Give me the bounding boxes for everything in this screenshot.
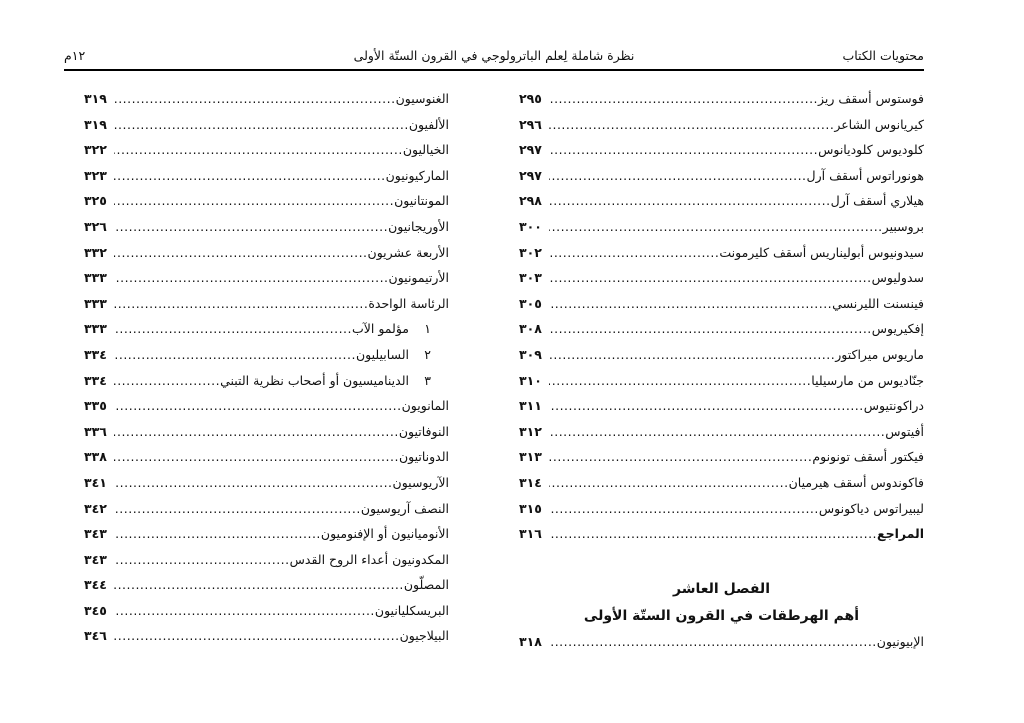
toc-leader-dots [549, 393, 864, 419]
chapter-subtitle: أهم الهرطقات في القرون الستّة الأولى [583, 607, 860, 624]
toc-entry-page: ٣١٨ [519, 633, 542, 649]
toc-entry [84, 521, 449, 547]
toc-leader-dots [549, 629, 877, 655]
toc-entry-page: ٣٣٣ [84, 270, 107, 286]
toc-leader-dots [114, 368, 220, 394]
toc-entry-page: ٣٤٦ [84, 628, 107, 644]
toc-entry-title: النوفاتيون [398, 423, 449, 439]
toc-leader-dots [549, 368, 811, 394]
toc-subentry [84, 342, 449, 368]
toc-entry-title: هونوراتوس أسقف آرل [806, 167, 924, 183]
toc-leader-dots [549, 240, 719, 266]
toc-entry-title: بروسبير [882, 218, 924, 234]
toc-entry [84, 240, 449, 266]
toc-entry [519, 86, 924, 112]
toc-entry-title: فوستوس أسقف ريز [818, 91, 924, 106]
toc-leader-dots [549, 214, 883, 240]
toc-entry [519, 496, 924, 522]
toc-entry [84, 86, 449, 112]
toc-leader-dots [549, 444, 812, 470]
toc-entry [519, 137, 924, 163]
toc-leader-dots [114, 163, 386, 189]
toc-entry [519, 291, 924, 317]
toc-entry-title: دراكونتيوس [863, 398, 924, 414]
toc-leader-dots [549, 188, 831, 214]
toc-entry-title: ليبيراتوس دياكونوس [818, 500, 924, 516]
toc-subentry [84, 368, 449, 394]
toc-entry-title: البيلاجيون [399, 628, 449, 644]
toc-leader-dots [114, 598, 375, 624]
toc-entry-title: الإبيونيون [876, 633, 924, 649]
toc-entry-page: ٣٤٣ [84, 551, 107, 567]
toc-entry-page: ٢٩٧ [519, 142, 542, 158]
toc-leader-dots [549, 291, 832, 317]
toc-entry [84, 291, 449, 317]
toc-leader-dots [114, 547, 290, 573]
toc-entry-index: ٢ [424, 346, 431, 362]
toc-entry-text: الديناميسيون أو أصحاب نظرية التبني [220, 372, 409, 388]
toc-entry-title: إفكيريوس [871, 321, 924, 337]
toc-entry-title: فيكتور أسقف تونونوم [812, 449, 924, 465]
toc-leader-dots [114, 393, 402, 419]
toc-entry-title: فاكوندوس أسقف هيرميان [788, 474, 924, 490]
toc-entry [84, 188, 449, 214]
toc-entry [84, 419, 449, 445]
toc-entry [519, 444, 924, 470]
toc-leader-dots [114, 342, 356, 368]
toc-entry-page: ٣١٩ [84, 91, 107, 106]
header-section-name: محتويات الكتاب [842, 48, 924, 63]
toc-entry-title: الماركيونيون [385, 167, 449, 183]
toc-references-entry [519, 521, 924, 547]
toc-leader-dots [114, 572, 404, 598]
toc-entry-title: جنّاديوس من مارسيليا [811, 372, 924, 388]
toc-entry [84, 598, 449, 624]
header-rule [64, 69, 924, 71]
toc-leader-dots [114, 137, 403, 163]
toc-entry-page: ٢٩٥ [519, 91, 542, 106]
toc-entry-page: ٢٩٨ [519, 193, 542, 209]
toc-entry-title: الدوناتيون [398, 449, 449, 465]
toc-entry-page: ٣٤١ [84, 474, 107, 490]
toc-entry-page: ٣٢٣ [84, 167, 107, 183]
toc-entry [519, 112, 924, 138]
toc-leader-dots [549, 521, 877, 547]
toc-entry-title: الأوريجانيون [388, 218, 449, 234]
toc-leader-dots [114, 188, 394, 214]
toc-left-entries [84, 86, 449, 649]
toc-entry [519, 163, 924, 189]
toc-entry-page: ٢٩٧ [519, 167, 542, 183]
toc-entry-title: المانويون [401, 398, 449, 414]
toc-leader-dots [114, 521, 321, 547]
toc-leader-dots [549, 86, 818, 112]
toc-entry [519, 342, 924, 368]
toc-entry-title: كلوديوس كلوديانوس [818, 142, 924, 158]
toc-entry-page: ٣٣٣ [84, 295, 107, 311]
toc-entry-page: ٣١١ [519, 398, 542, 414]
toc-entry-text: السابيليون [355, 346, 409, 362]
toc-entry [519, 470, 924, 496]
toc-entry-page: ٣٣٤ [84, 372, 107, 388]
toc-entry-title: فينسنت الليرنسي [832, 295, 924, 311]
toc-entry-page: ٣٤٤ [84, 577, 107, 593]
toc-entry-page: ٣٣٢ [84, 244, 107, 260]
toc-entry [84, 112, 449, 138]
toc-entry-title: الغنوسيون [395, 91, 449, 106]
toc-entry-page: ٣٣٦ [84, 423, 107, 439]
header-page-number: ١٢م [64, 48, 86, 63]
toc-entry [519, 316, 924, 342]
toc-leader-dots [114, 470, 393, 496]
toc-entry [84, 444, 449, 470]
toc-entry [519, 419, 924, 445]
toc-entry-page: ٣٤٢ [84, 500, 107, 516]
toc-leader-dots [549, 496, 819, 522]
toc-entry [84, 265, 449, 291]
toc-entry-title: أفيتوس [885, 423, 924, 439]
toc-entry-title: الأنوميانيون أو الإفنوميون [320, 526, 449, 542]
toc-leader-dots [114, 419, 399, 445]
toc-entry-page: ٣٠٥ [519, 295, 542, 311]
toc-leader-dots [549, 316, 872, 342]
toc-entry-title [220, 368, 449, 394]
toc-entry-title: هيلاري أسقف آرل [830, 193, 924, 209]
toc-entry-page: ٢٩٦ [519, 116, 542, 132]
toc-leader-dots [549, 265, 872, 291]
toc-entry-page: ٣٢٦ [84, 218, 107, 234]
toc-entry-page: ٣٢٥ [84, 193, 107, 209]
toc-right-column [519, 86, 924, 654]
toc-leader-dots [114, 623, 400, 649]
toc-entry-page: ٣٠٨ [519, 321, 542, 337]
toc-entry-page: ٣٠٠ [519, 218, 542, 234]
toc-entry-page: ٣١٦ [519, 526, 542, 542]
toc-entry [519, 214, 924, 240]
toc-entry-page: ٣١٩ [84, 116, 107, 132]
toc-entry-page: ٣٠٩ [519, 346, 542, 362]
toc-entry-index: ٣ [424, 372, 431, 388]
toc-entry-title: الأربعة عشريون [367, 244, 449, 260]
toc-entry-title: المونتانيون [394, 193, 449, 209]
toc-entry [519, 188, 924, 214]
toc-entry [84, 496, 449, 522]
toc-entry-title: الرئاسة الواحدة [368, 295, 449, 311]
toc-leader-dots [114, 316, 352, 342]
toc-entry-page: ٣٤٣ [84, 526, 107, 542]
toc-entry [519, 629, 924, 655]
toc-entry [519, 368, 924, 394]
toc-entry-title: الألفيون [408, 116, 449, 132]
toc-entry-title [352, 316, 449, 342]
toc-entry-page: ٣٣٥ [84, 398, 107, 414]
toc-entry [519, 240, 924, 266]
toc-entry-title: المراجع [877, 526, 924, 542]
toc-entry [84, 547, 449, 573]
toc-entry-title: النصف آريوسيون [360, 500, 449, 516]
toc-leader-dots [114, 496, 361, 522]
page-header [64, 44, 924, 68]
toc-entry-page: ٣١٠ [519, 372, 542, 388]
toc-right-entries [519, 86, 924, 521]
toc-entry-title: الخياليون [402, 142, 449, 158]
toc-leader-dots [114, 291, 368, 317]
toc-entry [84, 572, 449, 598]
toc-entry-page: ٣١٥ [519, 500, 542, 516]
toc-entry-page: ٣١٣ [519, 449, 542, 465]
toc-entry-title: البريسكليانيون [374, 602, 449, 618]
toc-entry-page: ٣٣٤ [84, 346, 107, 362]
toc-entry-page: ٣٤٥ [84, 602, 107, 618]
toc-leader-dots [114, 265, 389, 291]
toc-entry [84, 137, 449, 163]
toc-leader-dots [549, 163, 807, 189]
toc-entry-page: ٣٣٣ [84, 321, 107, 337]
header-book-title: نظرة شاملة لِعلم الباترولوجي في القرون الستّة الأولى [353, 48, 635, 63]
toc-entry-page: ٣١٤ [519, 474, 542, 490]
toc-entry-page: ٣١٢ [519, 423, 542, 439]
toc-leader-dots [114, 86, 396, 112]
toc-entry [84, 623, 449, 649]
toc-entry-title: كيريانوس الشاعر [834, 116, 924, 132]
toc-leader-dots [549, 342, 835, 368]
toc-subentry [84, 316, 449, 342]
toc-entry-page: ٣٢٢ [84, 142, 107, 158]
toc-entry [519, 265, 924, 291]
toc-entry-title: سيدونيوس أبوليناريس أسقف كليرمونت [719, 244, 924, 260]
toc-leader-dots [549, 470, 789, 496]
toc-entry [84, 470, 449, 496]
toc-leader-dots [549, 419, 885, 445]
toc-entry-index: ١ [424, 321, 431, 337]
chapter-title: الفصل العاشر [673, 580, 770, 597]
toc-entry-title [356, 342, 449, 368]
toc-leader-dots [114, 240, 368, 266]
toc-leader-dots [114, 214, 388, 240]
toc-entry-title: المكدونيون أعداء الروح القدس [289, 551, 449, 567]
toc-entry-page: ٣٠٢ [519, 244, 542, 260]
toc-entry-title: الأرتيمونيون [388, 270, 449, 286]
toc-leader-dots [549, 112, 834, 138]
toc-entry [84, 163, 449, 189]
toc-entry-page: ٣٣٨ [84, 449, 107, 465]
toc-leader-dots [549, 137, 818, 163]
toc-entry [519, 393, 924, 419]
toc-entry-title: سدوليوس [871, 270, 924, 286]
toc-entry-title: ماريوس ميراكتور [835, 346, 924, 362]
toc-entry-text: مؤلمو الآب [352, 321, 409, 337]
toc-leader-dots [114, 444, 399, 470]
toc-entry-title: المصلّون [403, 577, 449, 593]
toc-entry [84, 393, 449, 419]
toc-entry-title: الآريوسيون [392, 474, 449, 490]
toc-entry-page: ٣٠٣ [519, 270, 542, 286]
toc-left-column [84, 86, 449, 649]
toc-leader-dots [114, 112, 409, 138]
toc-entry [84, 214, 449, 240]
